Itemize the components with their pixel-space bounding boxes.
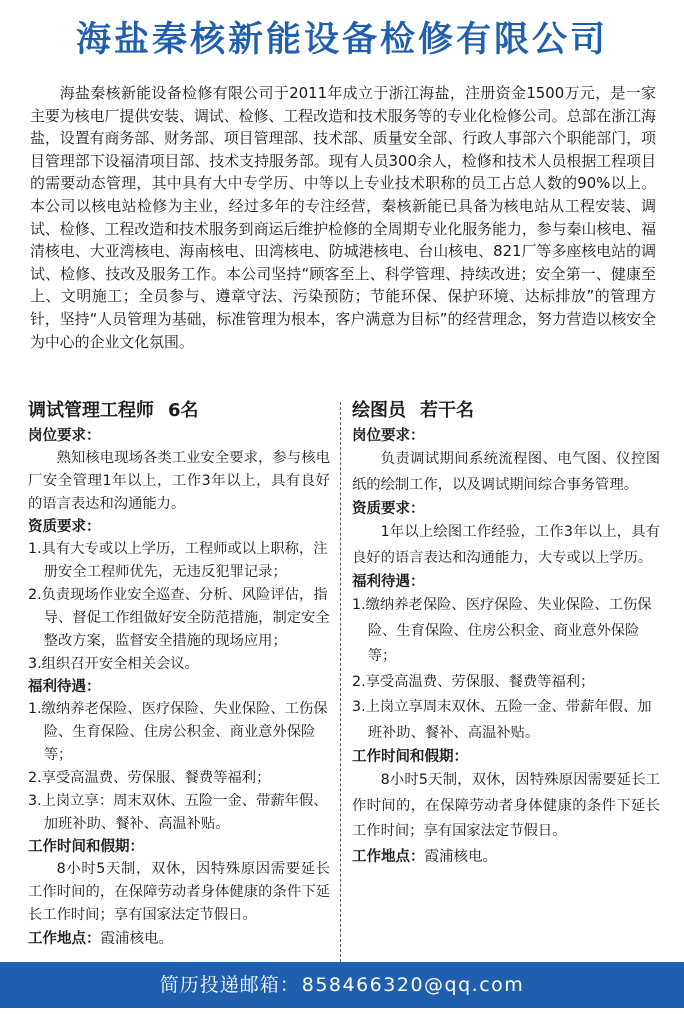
- list-item: 3.上岗立享周末双休、五险一金、带薪年假、加班补助、餐补、高温补贴。: [352, 699, 652, 741]
- list-item: 2.享受高温费、劳保服、餐费等福利；: [28, 770, 271, 786]
- benefit-heading: 福利待遇：: [352, 574, 425, 590]
- job-headcount: 6名: [168, 400, 199, 421]
- company-title: 海盐秦核新能设备检修有限公司: [75, 20, 608, 60]
- list-item: 3.上岗立享：周末双休、五险一金、带薪年假、加班补助、餐补、高温补贴。: [28, 793, 328, 832]
- location-label: 工作地点：: [28, 931, 101, 947]
- job-posting-draftsman: [352, 398, 660, 869]
- list-item: 2.享受高温费、劳保服、餐费等福利；: [352, 673, 595, 690]
- list-item: 3.组织召开安全相关会议。: [28, 656, 199, 672]
- list-item: 1.具有大专或以上学历，工程师或以上职称，注册安全工程师优先，无违反犯罪记录；: [28, 541, 328, 580]
- qualification-text: 1年以上绘图工作经验，工作3年以上，具有良好的语言表达和沟通能力，大专或以上学历。: [352, 524, 660, 566]
- work-location: [352, 845, 660, 869]
- footer-banner: [0, 962, 684, 1008]
- job-title: [28, 398, 330, 424]
- job-title-text: 绘图员: [352, 400, 406, 421]
- work-location: [28, 927, 330, 951]
- duty-heading: 岗位要求：: [28, 428, 101, 444]
- benefit-heading: 福利待遇：: [28, 679, 101, 695]
- list-item: 1.缴纳养老保险、医疗保险、失业保险、工伤保险、生育保险、住房公积金、商业意外保险等；: [352, 597, 652, 664]
- job-posting-engineer: [28, 398, 330, 951]
- benefit-list: [352, 593, 660, 746]
- email-label: 简历投递邮箱：: [159, 974, 300, 996]
- hours-text: 8小时5天制，双休，因特殊原因需要延长工作时间的，在保障劳动者身体健康的条件下延长工作时间；享有国家法定节假日。: [352, 772, 660, 839]
- hours-text: 8小时5天制，双休，因特殊原因需要延长工作时间的，在保障劳动者身体健康的条件下延长工作时间；享有国家法定节假日。: [28, 861, 330, 923]
- location-label: 工作地点：: [352, 848, 425, 865]
- list-item: 2.负责现场作业安全巡查、分析、风险评估，指导、督促工作组做好安全防范措施，制定安全整改方案，监督安全措施的现场应用；: [28, 587, 330, 649]
- location-value: 霞浦核电。: [424, 848, 497, 865]
- qualification-list: [28, 538, 330, 676]
- duty-text: 负责调试期间系统流程图、电气图、仪控图纸的绘制工作，以及调试期间综合事务管理。: [352, 451, 660, 493]
- hours-heading: 工作时间和假期：: [28, 839, 144, 855]
- location-value: 霞浦核电。: [100, 931, 173, 947]
- job-headcount: 若干名: [420, 400, 474, 421]
- qualification-heading: 资质要求：: [28, 519, 101, 535]
- job-title: [352, 398, 660, 424]
- benefit-list: [28, 698, 330, 836]
- list-item: 1.缴纳养老保险、医疗保险、失业保险、工伤保险、生育保险、住房公积金、商业意外保险等；: [28, 701, 328, 763]
- duty-heading: 岗位要求：: [352, 428, 425, 444]
- resume-email[interactable]: 858466320@qq.com: [301, 974, 525, 996]
- duty-text: 熟知核电现场各类工业安全要求，参与核电厂安全管理1年以上，工作3年以上，具有良好的语言表达和沟通能力。: [28, 450, 330, 512]
- company-intro: 海盐秦核新能设备检修有限公司于2011年成立于浙江海盐，注册资金1500万元，是一家主要为核电厂提供安装、调试、检修、工程改造和技术服务等的专业化检修公司。总部在浙江海盐，设置有商务部、财务部、项目管理部、技术部、质量安全部、行政人事部六个职能部门，项目管理部下设福清项目部、技术支持服务部。现有人员300余人，检修和技术人员根据工程项目的需要动态管理，其中具有大中专学历、中等以上专业技术职称的员工占总人数的90%以上。本公司以核电站检修为主业，经过多年的专注经营，秦核新能已具备为核电站从工程安装、调试、检修、工程改造和技术服务到商运后维护检修的全周期专业化服务能力，参与秦山核电、福清核电、大亚湾核电、海南核电、田湾核电、防城港核电、台山核电、821厂等多座核电站的调试、检修、技改及服务工作。本公司坚持“顾客至上、科学管理、持续改进；安全第一、健康至上、文明施工；全员参与、遵章守法、污染预防；节能环保、保护环境、达标排放”的管理方针，坚持“人员管理为基础，标准管理为根本，客户满意为目标”的经营理念，努力营造以核安全为中心的企业文化氛围。: [30, 84, 656, 351]
- column-divider: [340, 402, 341, 962]
- job-title-text: 调试管理工程师: [28, 400, 154, 421]
- qualification-heading: 资质要求：: [352, 501, 425, 517]
- hours-heading: 工作时间和假期：: [352, 749, 468, 765]
